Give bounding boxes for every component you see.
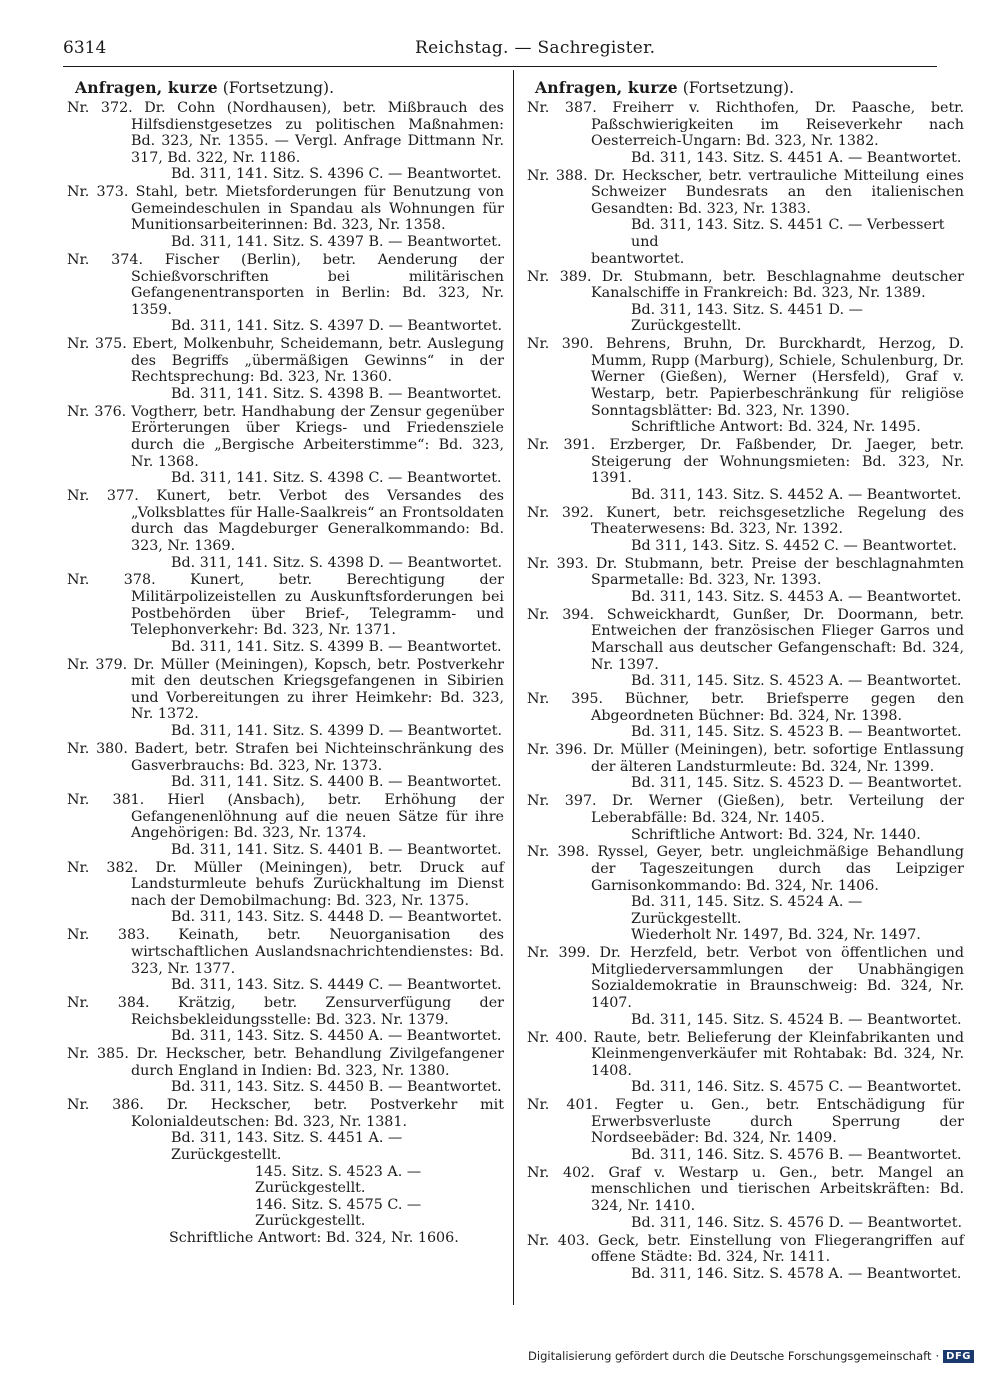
entry-reference: 146. Sitz. S. 4575 C. — Zurückgestellt. <box>255 1196 422 1230</box>
index-entry <box>67 336 504 402</box>
index-entry <box>527 556 964 606</box>
entry-text: Nr. 377. Kunert, betr. Verbot des Versandes des „Volksblattes für Halle-Saalkreis“ an Frontsoldaten durch das Magdeburger Generalkommando: Bd. 323, Nr. 1369. <box>67 488 504 554</box>
page-number: 6314 <box>63 38 107 58</box>
index-entry <box>527 505 964 555</box>
entry-text: Nr. 400. Raute, betr. Belieferung der Kleinfabrikanten und Kleinmengenverkäufer mit Rohtabak: Bd. 324, Nr. 1408. <box>527 1029 964 1079</box>
column-heading-bold: Anfragen, kurze <box>75 78 218 97</box>
entry-text: Nr. 379. Dr. Müller (Meiningen), Kopsch, betr. Postverkehr mit den deutschen Kriegsgefangenen in Sibirien und Vorbereitungen zu ihrer Heimkehr: Bd. 323, Nr. 1372. <box>67 656 504 723</box>
entry-text: Nr. 375. Ebert, Molkenbuhr, Scheidemann, betr. Auslegung des Begriffs „übermäßigen Gewinns“ in der Rechtsprechung: Bd. 323, Nr. 1360. <box>67 336 504 386</box>
entry-text: Nr. 388. Dr. Heckscher, betr. vertrauliche Mitteilung eines Schweizer Bundesrats an den italienischen Gesandten: Bd. 323, Nr. 1383. <box>527 167 964 217</box>
entry-reference: Bd. 311, 141. Sitz. S. 4398 C. — Beantwortet. <box>171 470 502 487</box>
entry-text: Nr. 395. Büchner, betr. Briefsperre gegen den Abgeordneten Büchner: Bd. 324, Nr. 1398. <box>527 691 964 724</box>
index-entry <box>67 860 504 926</box>
entry-reference: Bd. 311, 141. Sitz. S. 4400 B. — Beantwortet. <box>171 774 502 791</box>
index-entry <box>527 1097 964 1163</box>
entry-text: Nr. 403. Geck, betr. Einstellung von Fliegerangriffen auf offene Städte: Bd. 324, Nr. 1411. <box>527 1232 964 1266</box>
index-entry <box>527 1233 964 1283</box>
entry-reference: Bd. 311, 143. Sitz. S. 4451 D. — Zurückgestellt. <box>631 301 863 335</box>
entry-text: Nr. 384. Krätzig, betr. Zensurverfügung der Reichsbekleidungsstelle: Bd. 323. Nr. 1379. <box>67 995 504 1028</box>
index-entry <box>527 742 964 792</box>
entry-reference: Bd. 311, 143. Sitz. S. 4450 B. — Beantwortet. <box>171 1079 502 1096</box>
entry-reference: Bd. 311, 143. Sitz. S. 4450 A. — Beantwortet. <box>171 1028 502 1045</box>
right-column <box>527 78 964 1284</box>
entry-reference: Bd. 311, 143. Sitz. S. 4451 A. — Beantwortet. <box>631 149 962 166</box>
footer-separator: · <box>935 1349 940 1363</box>
entry-reference: Bd. 311, 141. Sitz. S. 4398 D. — Beantwortet. <box>171 554 503 571</box>
column-divider <box>513 70 514 1305</box>
entry-reference: 145. Sitz. S. 4523 A. — Zurückgestellt. <box>255 1163 422 1197</box>
running-head: Reichstag. — Sachregister. <box>415 38 656 58</box>
index-entry <box>67 1046 504 1096</box>
entry-reference: Bd. 311, 146. Sitz. S. 4576 B. — Beantwortet. <box>631 1146 962 1163</box>
index-entry <box>67 100 504 183</box>
entry-text: Nr. 383. Keinath, betr. Neuorganisation des wirtschaftlichen Auslandsnachrichtendienstes: Bd. 323, Nr. 1377. <box>67 927 504 977</box>
entry-text: Nr. 397. Dr. Werner (Gießen), betr. Verteilung der Leberabfälle: Bd. 324, Nr. 1405. <box>527 793 964 826</box>
entry-reference: Bd. 311, 141. Sitz. S. 4396 C. — Beantwortet. <box>171 166 502 183</box>
entry-reference: Schriftliche Antwort: Bd. 324, Nr. 1440. <box>631 826 921 843</box>
entry-reference: Bd. 311, 146. Sitz. S. 4576 D. — Beantwortet. <box>631 1214 963 1231</box>
entry-text: Nr. 378. Kunert, betr. Berechtigung der Militärpolizeistellen zu Auskunftsforderungen bei Postbehörden über Brief-, Telegramm- und Telephonverkehr: Bd. 323, Nr. 1371. <box>67 572 504 639</box>
entry-reference: Bd. 311, 143. Sitz. S. 4448 D. — Beantwortet. <box>171 909 503 926</box>
entry-reference: Bd. 311, 143. Sitz. S. 4452 A. — Beantwortet. <box>631 486 962 503</box>
column-heading-rest: (Fortsetzung). <box>677 79 795 97</box>
column-heading <box>527 78 964 98</box>
entry-text: Nr. 389. Dr. Stubmann, betr. Beschlagnahme deutscher Kanalschiffe in Frankreich: Bd. 323, Nr. 1389. <box>527 268 964 302</box>
index-entry <box>67 927 504 993</box>
entry-reference: Bd. 311, 143. Sitz. S. 4449 C. — Beantwortet. <box>171 977 502 994</box>
entry-reference: Schriftliche Antwort: Bd. 324, Nr. 1606. <box>169 1229 459 1246</box>
index-entry <box>67 792 504 858</box>
entry-text: Nr. 382. Dr. Müller (Meiningen), betr. Druck auf Landsturmleute behufs Zurückhaltung im Dienst nach der Demobilmachung: Bd. 323, Nr. 1375. <box>67 859 504 909</box>
entry-text: Nr. 381. Hierl (Ansbach), betr. Erhöhung der Gefangenenlöhnung auf die neuen Sätze für ihre Angehörigen: Bd. 323, Nr. 1374. <box>67 792 504 842</box>
entry-text: Nr. 385. Dr. Heckscher, betr. Behandlung Zivilgefangener durch England in Indien: Bd. 323, Nr. 1380. <box>67 1046 504 1079</box>
entry-reference: Wiederholt Nr. 1497, Bd. 324, Nr. 1497. <box>631 927 921 944</box>
index-entry <box>67 1097 504 1246</box>
index-entry <box>527 269 964 335</box>
header-rule <box>63 66 937 67</box>
entry-text: Nr. 398. Ryssel, Geyer, betr. ungleichmäßige Behandlung der Tageszeitungen durch das Leipziger Garnisonkommando: Bd. 324, Nr. 1406. <box>527 844 964 894</box>
column-heading-rest: (Fortsetzung). <box>217 79 335 97</box>
index-entry <box>67 572 504 655</box>
entry-text: Nr. 386. Dr. Heckscher, betr. Postverkehr mit Kolonialdeutschen: Bd. 323, Nr. 1381. <box>67 1097 504 1130</box>
entry-reference: Schriftliche Antwort: Bd. 324, Nr. 1495. <box>631 419 921 436</box>
index-entry <box>527 691 964 741</box>
entry-reference: Bd. 311, 143. Sitz. S. 4451 A. — Zurückgestellt. <box>171 1130 403 1163</box>
left-column <box>67 78 504 1248</box>
index-entry <box>527 844 964 944</box>
index-entry <box>527 1030 964 1096</box>
entry-text: Nr. 401. Fegter u. Gen., betr. Entschädigung für Erwerbsverluste durch Sperrung der Nordseebäder: Bd. 324, Nr. 1409. <box>527 1097 964 1147</box>
entry-reference: Bd 311, 143. Sitz. S. 4452 C. — Beantwortet. <box>631 537 957 554</box>
entry-text: Nr. 394. Schweickhardt, Gunßer, Dr. Doormann, betr. Entweichen der französischen Flieger Garros und Marschall aus deutscher Gefangenschaft: Bd. 324, Nr. 1397. <box>527 606 964 673</box>
entry-reference: Bd. 311, 141. Sitz. S. 4398 B. — Beantwortet. <box>171 385 502 402</box>
entry-reference: beantwortet. <box>591 250 685 267</box>
entry-text: Nr. 372. Dr. Cohn (Nordhausen), betr. Mißbrauch des Hilfsdienstgesetzes zu politischen Maßnahmen: Bd. 323, Nr. 1355. — Vergl. Anfrage Dittmann Nr. 317, Bd. 322, Nr. 1186. <box>67 100 504 166</box>
column-heading <box>67 78 504 98</box>
entry-text: Nr. 393. Dr. Stubmann, betr. Preise der beschlagnahmten Sparmetalle: Bd. 323, Nr. 1393. <box>527 555 964 589</box>
entry-text: Nr. 380. Badert, betr. Strafen bei Nichteinschränkung des Gasverbrauchs: Bd. 323, Nr. 1373. <box>67 740 504 774</box>
entry-reference: Bd. 311, 146. Sitz. S. 4575 C. — Beantwortet. <box>631 1079 962 1096</box>
entry-reference: Bd. 311, 145. Sitz. S. 4524 A. — Zurückgestellt. <box>631 894 863 927</box>
footer-credit: Digitalisierung gefördert durch die Deutsche Forschungsgemeinschaft <box>528 1349 932 1363</box>
entry-reference: Bd. 311, 143. Sitz. S. 4451 C. — Verbessert und <box>631 217 945 251</box>
entry-text: Nr. 392. Kunert, betr. reichsgesetzliche Regelung des Theaterwesens: Bd. 323, Nr. 1392. <box>527 504 964 538</box>
column-heading-bold: Anfragen, kurze <box>535 78 678 97</box>
index-entry <box>67 404 504 487</box>
dfg-logo: DFG <box>943 1350 974 1363</box>
entry-text: Nr. 387. Freiherr v. Richthofen, Dr. Paasche, betr. Paßschwierigkeiten im Reiseverkehr nach Oesterreich-Ungarn: Bd. 323, Nr. 1382. <box>527 100 964 150</box>
entry-text: Nr. 396. Dr. Müller (Meiningen), betr. sofortige Entlassung der älteren Landsturmleute: Bd. 324, Nr. 1399. <box>527 742 964 775</box>
index-entry <box>67 741 504 791</box>
index-entry <box>527 1165 964 1231</box>
entry-reference: Bd. 311, 141. Sitz. S. 4401 B. — Beantwortet. <box>171 841 502 858</box>
index-entry <box>527 168 964 268</box>
entry-text: Nr. 374. Fischer (Berlin), betr. Aenderung der Schießvorschriften bei militärischen Gefangenentransporten in Berlin: Bd. 323, Nr. 1359. <box>67 251 504 318</box>
entry-reference: Bd. 311, 141. Sitz. S. 4399 D. — Beantwortet. <box>171 723 503 740</box>
entry-text: Nr. 391. Erzberger, Dr. Faßbender, Dr. Jaeger, betr. Steigerung der Wohnungsmieten: Bd. 323, Nr. 1391. <box>527 437 964 487</box>
entry-text: Nr. 390. Behrens, Bruhn, Dr. Burckhardt, Herzog, D. Mumm, Rupp (Marburg), Schiele, Schulenburg, Dr. Werner (Gießen), Werner (Hersfeld), Graf v. Westarp, betr. Papierbeschränkung für religiöse Sonntagsblätter: Bd. 323, Nr. 1390. <box>527 336 964 419</box>
index-entry <box>527 607 964 690</box>
entry-reference: Bd. 311, 141. Sitz. S. 4397 D. — Beantwortet. <box>171 318 503 335</box>
index-entry <box>527 437 964 503</box>
entry-reference: Bd. 311, 145. Sitz. S. 4524 B. — Beantwortet. <box>631 1011 962 1028</box>
entry-reference: Bd. 311, 141. Sitz. S. 4397 B. — Beantwortet. <box>171 234 502 251</box>
digitization-footer <box>528 1349 974 1363</box>
entry-reference: Bd. 311, 146. Sitz. S. 4578 A. — Beantwortet. <box>631 1265 962 1282</box>
index-entry <box>527 336 964 436</box>
entry-reference: Bd. 311, 145. Sitz. S. 4523 A. — Beantwortet. <box>631 673 962 690</box>
index-entry <box>67 995 504 1045</box>
entry-reference: Bd. 311, 145. Sitz. S. 4523 D. — Beantwortet. <box>631 775 963 792</box>
entry-reference: Bd. 311, 143. Sitz. S. 4453 A. — Beantwortet. <box>631 589 962 605</box>
entry-reference: Bd. 311, 145. Sitz. S. 4523 B. — Beantwortet. <box>631 724 962 741</box>
index-entry <box>67 252 504 335</box>
entry-text: Nr. 376. Vogtherr, betr. Handhabung der Zensur gegenüber Erörterungen über Kriegs- und Friedensziele durch die „Bergische Arbeiterstimme“: Bd. 323, Nr. 1368. <box>67 403 504 470</box>
entry-text: Nr. 373. Stahl, betr. Mietsforderungen für Benutzung von Gemeindeschulen in Spandau als Wohnungen für Munitionsarbeiterinnen: Bd. 323, Nr. 1358. <box>67 184 504 234</box>
entry-text: Nr. 399. Dr. Herzfeld, betr. Verbot von öffentlichen und Mitgliederversammlungen der Unabhängigen Sozialdemokratie in Braunschweig: Bd. 324, Nr. 1407. <box>527 945 964 1012</box>
index-entry <box>527 945 964 1028</box>
entry-text: Nr. 402. Graf v. Westarp u. Gen., betr. Mangel an menschlichen und tierischen Arbeitskräften: Bd. 324, Nr. 1410. <box>527 1164 964 1215</box>
index-entry <box>67 488 504 571</box>
index-entry <box>67 184 504 250</box>
index-entry <box>527 793 964 843</box>
index-entry <box>527 100 964 166</box>
index-entry <box>67 657 504 740</box>
entry-reference: Bd. 311, 141. Sitz. S. 4399 B. — Beantwortet. <box>171 638 502 655</box>
